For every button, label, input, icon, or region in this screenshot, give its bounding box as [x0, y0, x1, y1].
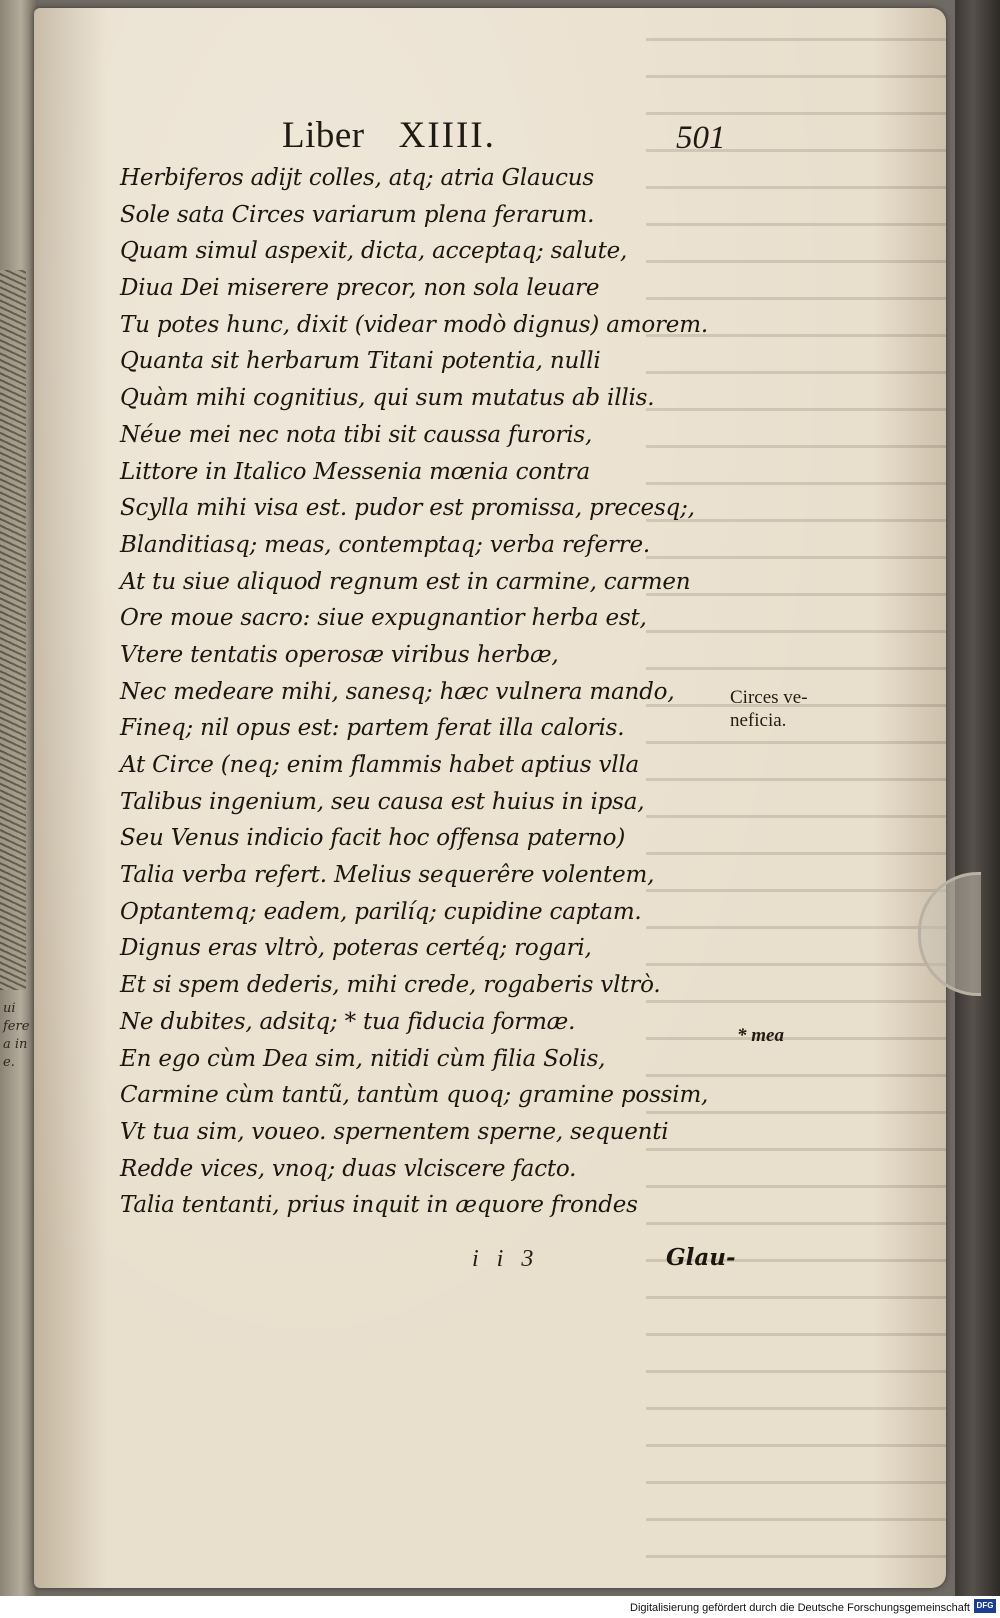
marginal-note-mea: * mea: [737, 1025, 784, 1046]
verse-line: Talia tentanti, prius inquit in æquore frondes: [120, 1192, 638, 1219]
dfg-logo-icon: DFG: [974, 1599, 996, 1613]
book-page: [34, 8, 946, 1588]
verse-line: Herbiferos adijt colles, atq; atria Glaucus: [120, 165, 594, 191]
folio-number: 501: [676, 120, 726, 156]
verse-line: Sole sata Circes variarum plena ferarum.: [120, 201, 595, 228]
verse-line: Diua Dei miserere precor, non sola leuare: [120, 275, 600, 302]
verse-line: Quanta sit herbarum Titani potentia, nulli: [120, 348, 601, 375]
facing-page-fragment: ui fere: [3, 1001, 30, 1034]
book-block-edge: [955, 0, 1000, 1596]
facing-page-fragment: a in: [3, 1037, 28, 1052]
verse-line: At tu siue aliquod regnum est in carmine, carmen: [120, 568, 691, 595]
signature-mark: i i 3: [472, 1246, 540, 1272]
running-head-book: Liber: [282, 115, 365, 156]
verse-line: Scylla mihi visa est. pudor est promissa, precesq;,: [120, 495, 695, 522]
verse-line: Talibus ingenium, seu causa est huius in ipsa,: [120, 788, 645, 815]
verse-line: Optantemq; eadem, parilíq; cupidine captam.: [120, 898, 642, 925]
funding-credit: Digitalisierung gefördert durch die Deutsche Forschungsgemeinschaft: [630, 1602, 970, 1614]
verse-line: Quàm mihi cognitius, qui sum mutatus ab illis.: [120, 385, 655, 412]
verse-line: Néue mei nec nota tibi sit caussa furoris,: [120, 421, 593, 448]
verse-line: Vt tua sim, voueo. spernentem sperne, sequenti: [120, 1118, 669, 1145]
verse-line: Quam simul aspexit, dicta, acceptaq; salute,: [120, 238, 628, 265]
verse-line: Dignus eras vltrò, poteras certéq; rogari,: [120, 935, 592, 962]
verse-line: Talia verba refert. Melius sequerêre volentem,: [120, 862, 655, 889]
verse-line: Ore moue sacro: siue expugnantior herba est,: [120, 605, 647, 632]
verse-line: Ne dubites, adsitq; * tua fiducia formæ.: [120, 1008, 576, 1035]
verse-line: At Circe (neq; enim flammis habet aptius vlla: [120, 752, 640, 778]
verse-block: [120, 160, 760, 1224]
verse-line: Redde vices, vnoq; duas vlciscere facto.: [120, 1155, 577, 1182]
verse-line: Nec medeare mihi, sanesq; hæc vulnera mando,: [120, 678, 675, 705]
verse-line: Seu Venus indicio facit hoc offensa paterno): [120, 825, 626, 852]
running-head: [282, 114, 496, 154]
catchword: Glau-: [666, 1244, 736, 1271]
verse-line: Fineq; nil opus est: partem ferat illa caloris.: [120, 715, 625, 742]
marginal-note-circes: [730, 686, 840, 732]
facing-page-fragment: e.: [3, 1055, 15, 1070]
verse-line: Littore in Italico Messenia mœnia contra: [120, 458, 590, 485]
verse-line: En ego cùm Dea sim, nitidi cùm filia Solis,: [120, 1045, 606, 1072]
verse-line: Vtere tentatis operosæ viribus herbæ,: [120, 641, 559, 668]
marginal-note-line: Circes ve-: [730, 687, 808, 708]
running-head-number: XIIII.: [398, 115, 496, 156]
digitization-footer: [0, 1596, 1000, 1616]
verse-line: Et si spem dederis, mihi crede, rogaberis vltrò.: [120, 972, 661, 999]
verse-line: Carmine cùm tantũ, tantùm quoq; gramine possim,: [120, 1082, 709, 1109]
verse-line: Blanditiasq; meas, contemptaq; verba referre.: [120, 531, 650, 558]
verse-line: Tu potes hunc, dixit (videar modò dignus) amorem.: [120, 311, 708, 338]
woodcut-illustration-fragment: [0, 270, 26, 990]
facing-page-marginalia: [3, 1000, 33, 1072]
marginal-note-line: neficia.: [730, 710, 787, 731]
